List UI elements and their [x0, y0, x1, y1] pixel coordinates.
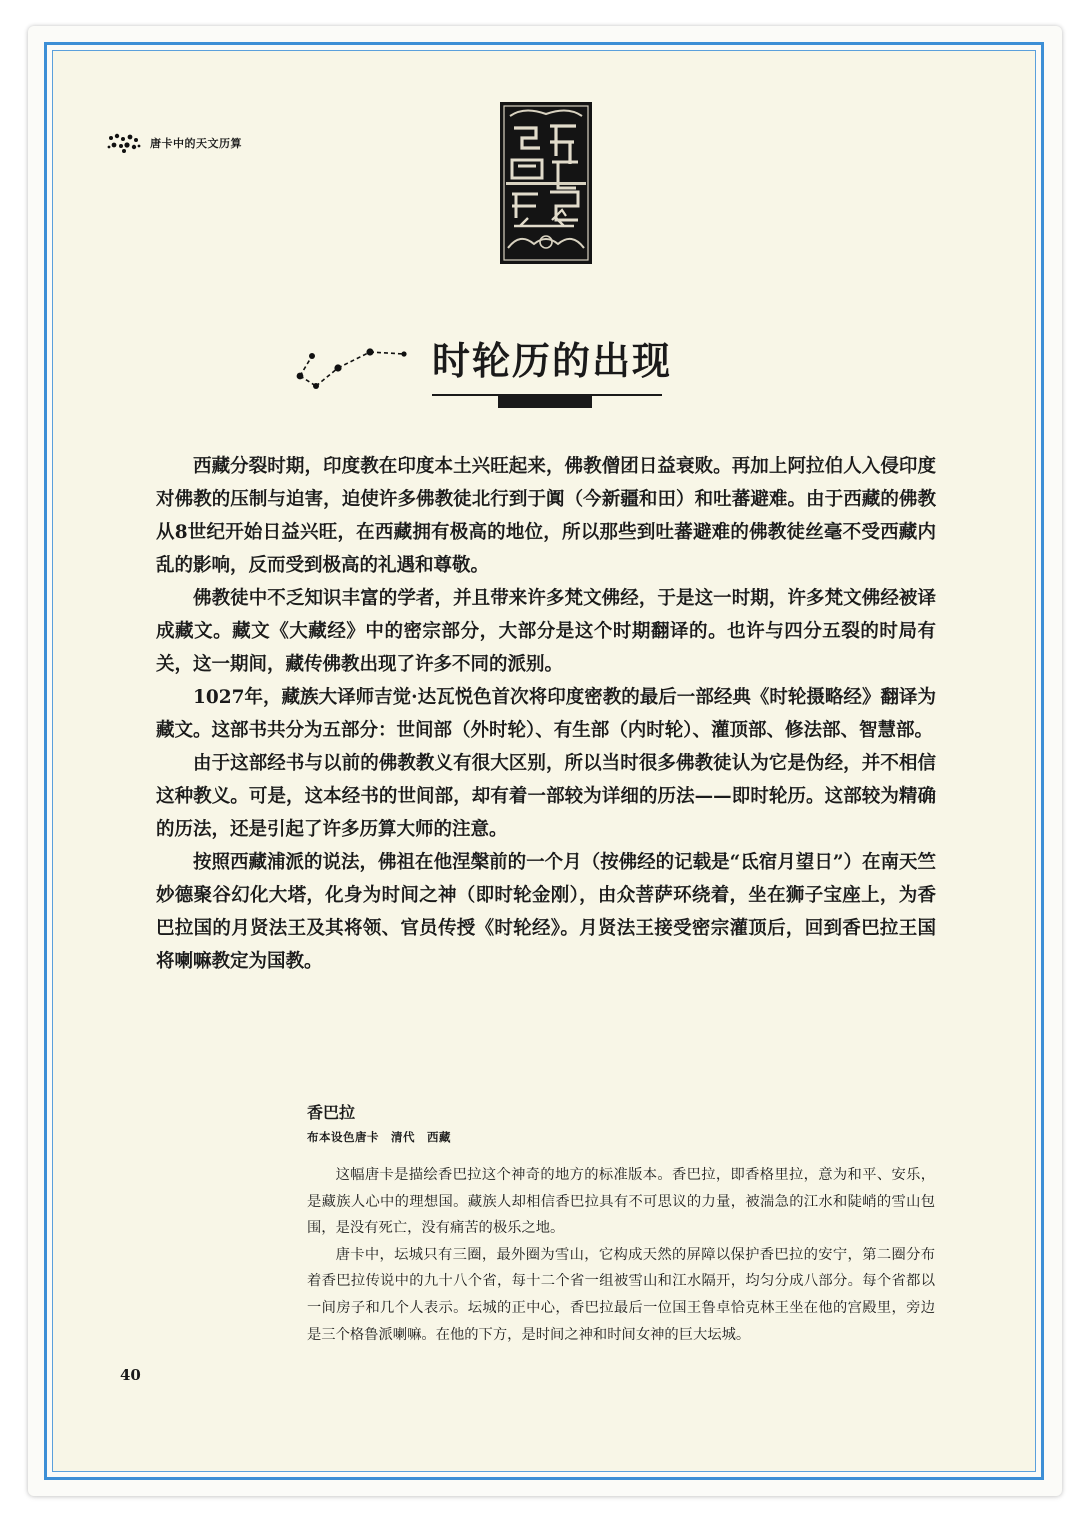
body-paragraph: 按照西藏浦派的说法，佛祖在他涅槃前的一个月（按佛经的记载是“氐宿月望日”）在南天竺妙德聚谷幻化大塔，化身为时间之神（即时轮金刚），由众菩萨环绕着，坐在狮子宝座上，为香巴拉国的月贤法王及其将领、官员传授《时轮经》。月贤法王接受密宗灌顶后，回到香巴拉王国将喇嘛教定为国教。: [156, 852, 936, 972]
caption-subtitle: 布本设色唐卡 清代 西藏: [307, 1130, 451, 1144]
title-underline-bar: [498, 396, 592, 408]
body-paragraph: 1027年，藏族大译师吉觉·达瓦悦色首次将印度密教的最后一部经典《时轮摄略经》翻译为藏文。这部书共分为五部分：世间部（外时轮）、有生部（内时轮）、灌顶部、修法部、智慧部。: [156, 687, 936, 741]
caption-title: 香巴拉: [307, 1103, 356, 1122]
caption-paragraph: 唐卡中，坛城只有三圈，最外圈为雪山，它构成天然的屏障以保护香巴拉的安宁，第二圈分布着香巴拉传说中的九十八个省，每十二个省一组被雪山和江水隔开，均匀分成八部分。每个省都以一间房子和几个人表示。坛城的正中心，香巴拉最后一位国王鲁卓恰克林王坐在他的宫殿里，旁边是三个格鲁派喇嘛。在他的下方，是时间之神和时间女神的巨大坛城。: [307, 1246, 935, 1343]
caption-paragraph: 这幅唐卡是描绘香巴拉这个神奇的地方的标准版本。香巴拉，即香格里拉，意为和平、安乐，是藏族人心中的理想国。藏族人却相信香巴拉具有不可思议的力量，被湍急的江水和陡峭的雪山包围，是没有死亡，没有痛苦的极乐之地。: [307, 1167, 935, 1237]
thangka-seal-image: [500, 102, 592, 264]
ornament-icon: [106, 132, 142, 154]
main-body-text: [156, 450, 936, 978]
chapter-title: 时轮历的出现: [432, 339, 673, 383]
body-paragraph: 佛教徒中不乏知识丰富的学者，并且带来许多梵文佛经，于是这一时期，许多梵文佛经被译成藏文。藏文《大藏经》中的密宗部分，大部分是这个时期翻译的。也许与四分五裂的时局有关，这一期间，藏传佛教出现了许多不同的派别。: [156, 588, 936, 675]
running-head: [106, 132, 242, 154]
body-paragraph: 西藏分裂时期，印度教在印度本土兴旺起来，佛教僧团日益衰败。再加上阿拉伯人入侵印度对佛教的压制与迫害，迫使许多佛教徒北行到于阗（今新疆和田）和吐蕃避难。由于西藏的佛教从8世纪开始日益兴旺，在西藏拥有极高的地位，所以那些到吐蕃避难的佛教徒丝毫不受西藏内乱的影响，反而受到极高的礼遇和尊敬。: [156, 456, 936, 576]
caption-text: [307, 1162, 935, 1348]
body-paragraph: 由于这部经书与以前的佛教教义有很大区别，所以当时很多佛教徒认为它是伪经，并不相信这种教义。可是，这本经书的世间部，却有着一部较为详细的历法——即时轮历。这部较为精确的历法，还是引起了许多历算大师的注意。: [156, 753, 936, 840]
running-head-title: 唐卡中的天文历算: [150, 137, 242, 150]
page-number: 40: [120, 1366, 141, 1384]
constellation-icon: [292, 340, 412, 392]
